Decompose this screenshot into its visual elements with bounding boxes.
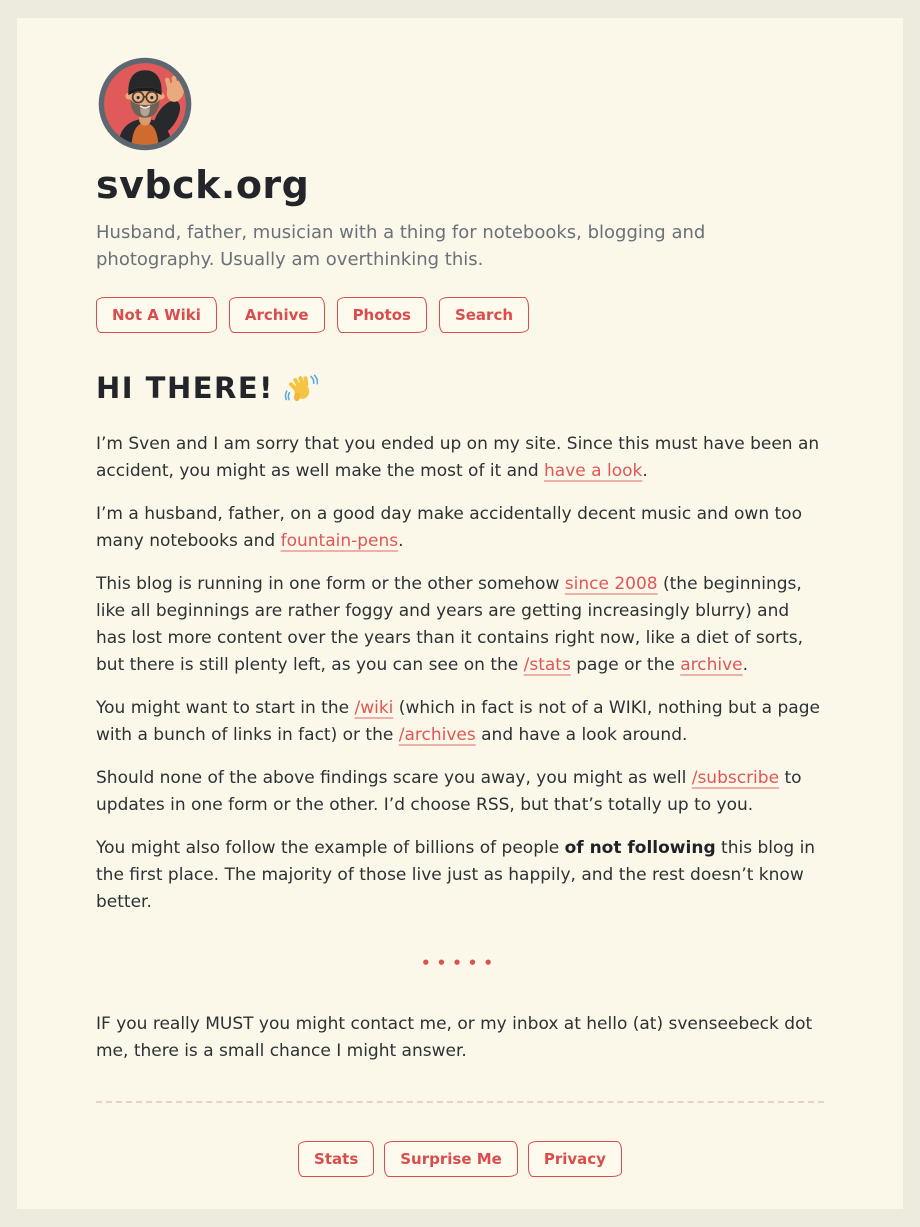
- main-content: [96, 371, 824, 1065]
- nav-button-archive[interactable]: Archive: [229, 297, 325, 333]
- section-divider-dots: •••••: [421, 954, 499, 972]
- inline-link[interactable]: archive: [680, 655, 743, 675]
- site-tagline: Husband, father, musician with a thing for notebooks, blogging and photography. Usually am overthinking this.: [96, 222, 706, 270]
- intro-paragraphs: [96, 431, 824, 916]
- memoji-avatar-icon: [96, 55, 194, 153]
- footer-button-surprise-me[interactable]: Surprise Me: [384, 1141, 518, 1177]
- primary-nav: [96, 297, 824, 333]
- greeting-heading: [96, 371, 824, 405]
- avatar[interactable]: [96, 55, 194, 153]
- inline-link[interactable]: /stats: [523, 655, 571, 675]
- nav-button-search[interactable]: Search: [439, 297, 529, 333]
- page-content: [17, 18, 903, 1203]
- contact-paragraph: IF you really MUST you might contact me, or my inbox at hello (at) svenseebeck dot me, there is a small chance I might answer.: [96, 1014, 813, 1061]
- content-card: [17, 18, 903, 1209]
- inline-link[interactable]: /subscribe: [691, 768, 780, 788]
- footer-nav: [96, 1141, 824, 1177]
- footer-divider: [96, 1101, 824, 1103]
- inline-link[interactable]: since 2008: [564, 574, 658, 594]
- site-header: [96, 55, 824, 333]
- footer-button-privacy[interactable]: Privacy: [528, 1141, 622, 1177]
- bold-text: of not following: [564, 838, 716, 858]
- paragraph: You might also follow the example of billions of people of not following this blog in the first place. The majority of those live just as happily, and the rest doesn’t know better.: [96, 838, 816, 912]
- greeting-text: HI THERE!: [96, 371, 274, 405]
- footer-button-stats[interactable]: Stats: [298, 1141, 374, 1177]
- inline-link[interactable]: fountain-pens: [280, 531, 399, 551]
- nav-button-not-a-wiki[interactable]: Not A Wiki: [96, 297, 217, 333]
- paragraph: You might want to start in the /wiki (which in fact is not of a WIKI, nothing but a page with a bunch of links in fact) or the /archives and have a look around.: [96, 698, 820, 745]
- inline-link[interactable]: /archives: [398, 725, 476, 745]
- inline-link[interactable]: /wiki: [354, 698, 394, 718]
- site-title: svbck.org: [96, 163, 310, 207]
- waving-hand-emoji-icon: [284, 371, 318, 405]
- nav-button-photos[interactable]: Photos: [337, 297, 427, 333]
- inline-link[interactable]: have a look: [544, 461, 643, 481]
- paragraph: I’m a husband, father, on a good day make accidentally decent music and own too many notebooks and fountain-pens.: [96, 504, 802, 551]
- paragraph: I’m Sven and I am sorry that you ended up on my site. Since this must have been an accident, you might as well make the most of it and have a look.: [96, 434, 820, 481]
- paragraph: This blog is running in one form or the other somehow since 2008 (the beginnings, like all beginnings are rather foggy and years are getting increasingly blurry) and has lost more content over the years than it contains right now, like a diet of sorts, but there is still plenty left, as you can see on the /stats page or the archive.: [96, 574, 804, 675]
- paragraph: Should none of the above findings scare you away, you might as well /subscribe to updates in one form or the other. I’d choose RSS, but that’s totally up to you.: [96, 768, 802, 815]
